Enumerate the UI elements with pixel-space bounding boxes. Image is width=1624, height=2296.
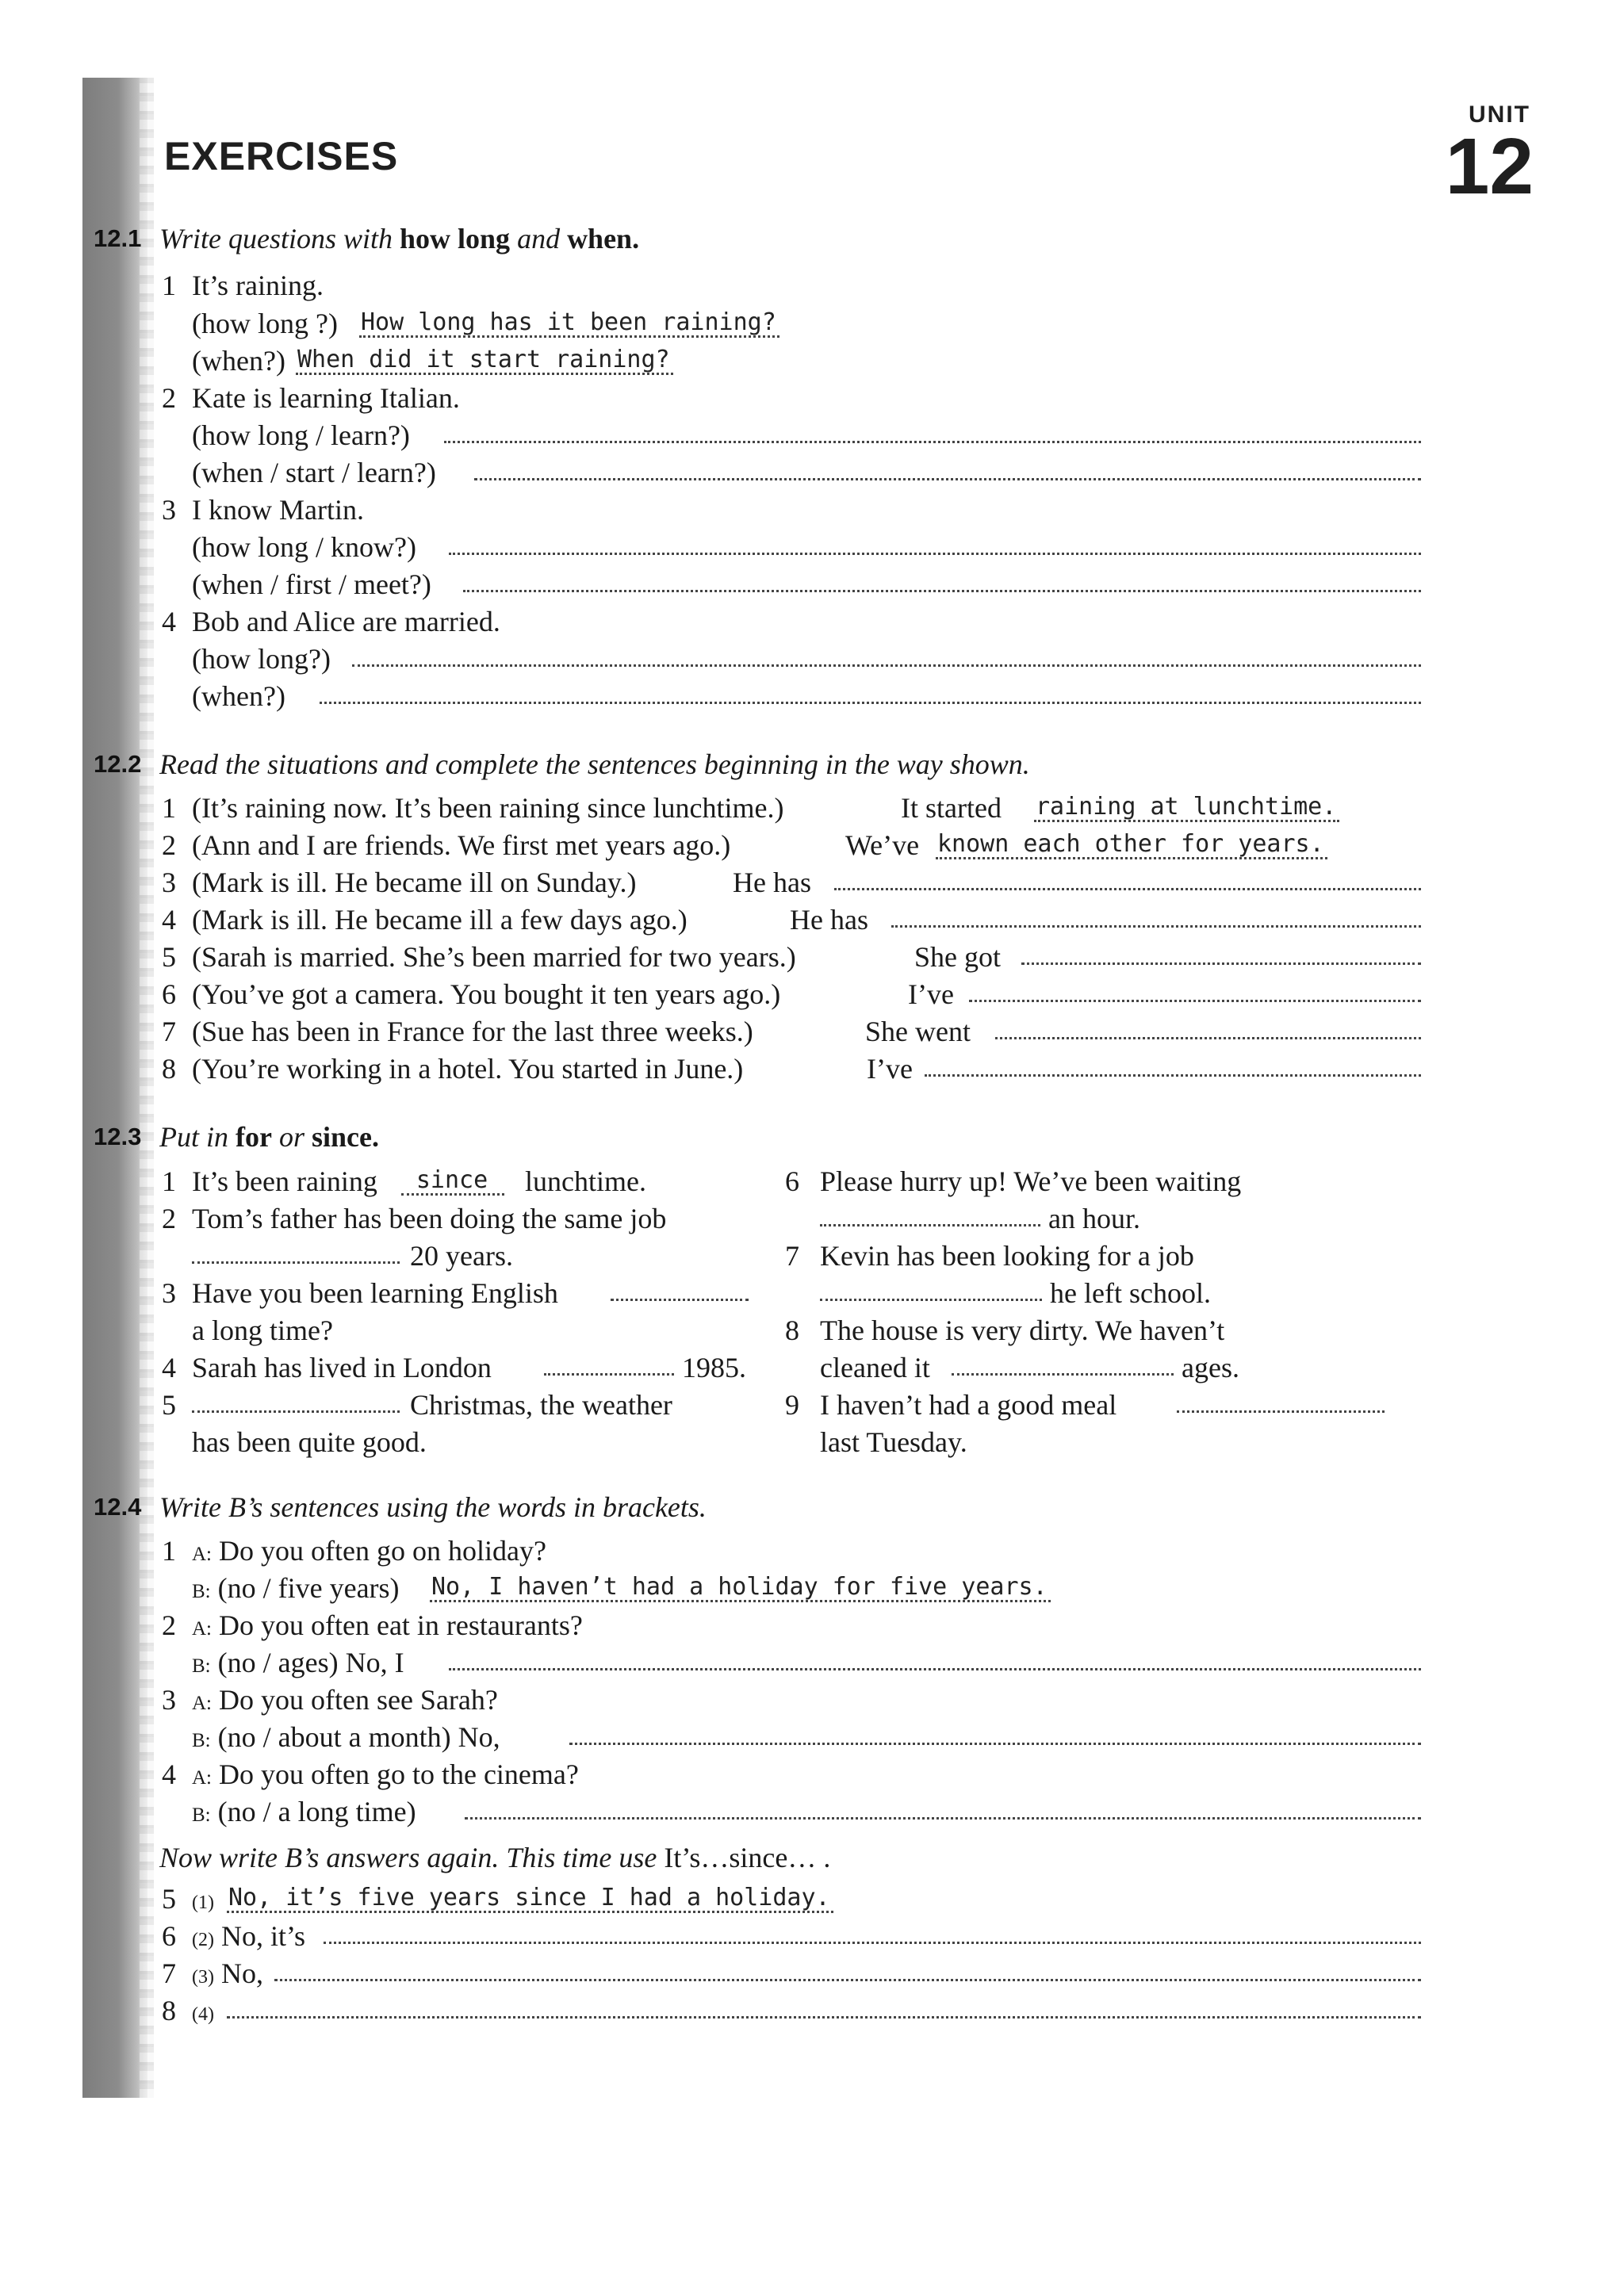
instr-keyword: for: [236, 1121, 272, 1153]
section-number-12-4: 12.4: [94, 1493, 142, 1521]
speaker-b-label: B:: [192, 1730, 211, 1751]
hint-text: (no / ages): [217, 1647, 339, 1678]
dialogue-line-a: [162, 1610, 583, 1642]
sentence-start: She got: [914, 941, 1002, 973]
speaker-b-label: B:: [192, 1804, 211, 1826]
item-number: 6: [785, 1165, 799, 1197]
answer-line: [162, 1884, 214, 1915]
answer-start: No, it’s: [220, 1920, 305, 1952]
speaker-a-label: A:: [192, 1693, 212, 1714]
item-number: 6: [162, 1920, 176, 1952]
section-instruction-12-3: [159, 1120, 379, 1154]
prompt-label: (when?): [192, 680, 285, 712]
speaker-a-label: A:: [192, 1544, 212, 1565]
answer-line: [162, 1958, 263, 1990]
sentence-text: I haven’t had a good meal: [820, 1389, 1117, 1421]
question-text: Do you often see Sarah?: [219, 1684, 498, 1716]
sentence-text: It’s been raining: [192, 1165, 377, 1197]
margin-stripe: [82, 78, 147, 2098]
answer-start: No,: [458, 1721, 500, 1753]
answer-blank[interactable]: [449, 1663, 1421, 1670]
unit-label: UNIT: [1469, 101, 1530, 128]
situation-text: (You’ve got a camera. You bought it ten years ago.): [192, 978, 781, 1010]
answer-blank[interactable]: [320, 697, 1421, 704]
item-number: 4: [162, 904, 176, 936]
answer-blank[interactable]: [444, 436, 1421, 443]
dialogue-line-b: [192, 1797, 416, 1828]
answer-blank[interactable]: [569, 1738, 1421, 1745]
instr-part: or: [278, 1121, 304, 1153]
prompt-label: (when / first / meet?): [192, 568, 431, 600]
item-number: 4: [162, 1352, 176, 1383]
instr-keyword: when.: [567, 223, 640, 254]
question-text: Do you often eat in restaurants?: [219, 1609, 583, 1641]
question-text: Do you often go on holiday?: [219, 1535, 546, 1567]
exercise-sentence: [162, 830, 730, 862]
instr-part: Write questions with: [159, 223, 393, 254]
answer-blank[interactable]: [995, 1032, 1421, 1039]
sentence-text: 1985.: [682, 1352, 746, 1383]
sentence-text: The house is very dirty. We haven’t: [820, 1314, 1225, 1346]
sentence-start: It started: [901, 792, 1002, 824]
prompt-label: (how long / know?): [192, 531, 416, 563]
dialogue-line-a: [162, 1759, 579, 1791]
situation-text: (It’s raining now. It’s been raining since lunchtime.): [192, 792, 784, 824]
speaker-a-label: A:: [192, 1618, 212, 1640]
dialogue-line-a: [162, 1685, 498, 1716]
exercise-sentence: [785, 1241, 1194, 1272]
sentence-text: Tom’s father has been doing the same job: [192, 1203, 667, 1234]
sentence-text: Kevin has been looking for a job: [820, 1240, 1194, 1272]
sentence-start: He has: [733, 867, 811, 898]
sentence-text: Have you been learning English: [192, 1277, 558, 1309]
statement-text: Bob and Alice are married.: [192, 606, 500, 637]
answer-start: No, I: [345, 1647, 404, 1678]
sentence-start: I’ve: [908, 978, 954, 1010]
instr-keyword: since.: [311, 1121, 379, 1153]
sentence-text: he left school.: [1050, 1277, 1211, 1309]
sentence-start: I’ve: [867, 1053, 913, 1085]
sentence-start: He has: [790, 904, 868, 936]
sentence-text: 20 years.: [410, 1240, 513, 1272]
dialogue-line-b: [192, 1722, 500, 1754]
item-number: 3: [162, 1684, 176, 1716]
statement-text: It’s raining.: [192, 270, 324, 301]
item-number: 5: [162, 941, 176, 973]
exercise-sentence: [162, 1203, 666, 1235]
item-number: 2: [162, 1203, 176, 1234]
answer-example: When did it start raining?: [296, 347, 673, 375]
exercise-sentence: [785, 1166, 1241, 1198]
section-instruction-12-4: Write B’s sentences using the words in brackets.: [159, 1491, 707, 1523]
exercise-statement: [162, 383, 460, 415]
item-number: 1: [162, 1165, 176, 1197]
exercise-sentence: [162, 905, 688, 936]
section-number-12-2: 12.2: [94, 750, 142, 778]
answer-example: No, I haven’t had a holiday for five years.: [430, 1575, 1051, 1602]
reference-number: (3): [192, 1967, 214, 1988]
item-number: 1: [162, 792, 176, 824]
exercise-sentence: [162, 1054, 743, 1085]
answer-example: known each other for years.: [936, 832, 1327, 859]
margin-stripe-edge: [140, 78, 154, 2098]
answer-blank[interactable]: [274, 1974, 1421, 1981]
answer-blank[interactable]: [1177, 1406, 1385, 1413]
item-number: 1: [162, 1535, 176, 1567]
speaker-b-label: B:: [192, 1581, 211, 1602]
prompt-label: (how long / learn?): [192, 419, 410, 451]
reference-number: (1): [192, 1892, 214, 1913]
answer-blank[interactable]: [611, 1294, 749, 1301]
sentence-text: cleaned it: [820, 1352, 930, 1383]
item-number: 3: [162, 1277, 176, 1309]
answer-blank[interactable]: [324, 1937, 1421, 1944]
exercise-sentence: [162, 1016, 753, 1048]
situation-text: (Sarah is married. She’s been married for two years.): [192, 941, 796, 973]
dialogue-line-a: [162, 1536, 546, 1567]
section-instruction-12-2: Read the situations and complete the sentences beginning in the way shown.: [159, 748, 1030, 780]
speaker-b-label: B:: [192, 1655, 211, 1677]
speaker-a-label: A:: [192, 1767, 212, 1789]
item-number: 5: [162, 1883, 176, 1915]
answer-line: [162, 1921, 305, 1953]
sentence-start: We’ve: [845, 829, 920, 861]
item-number: 4: [162, 1758, 176, 1790]
unit-number: 12: [1445, 122, 1534, 211]
item-number: 4: [162, 606, 176, 637]
item-number: 5: [162, 1389, 176, 1421]
sentence-text: has been quite good.: [192, 1426, 427, 1458]
item-number: 2: [162, 829, 176, 861]
sentence-text: last Tuesday.: [820, 1426, 967, 1458]
situation-text: (You’re working in a hotel. You started in June.): [192, 1053, 744, 1085]
exercise-sentence: [162, 979, 780, 1011]
answer-blank[interactable]: [891, 920, 1421, 928]
instr-part: Now write B’s answers again. This time use: [159, 1842, 657, 1873]
hint-text: (no / five years): [217, 1572, 400, 1604]
sentence-text: Please hurry up! We’ve been waiting: [820, 1165, 1242, 1197]
dialogue-line-b: [192, 1647, 404, 1679]
situation-text: (Sue has been in France for the last three weeks.): [192, 1016, 753, 1047]
answer-line: [162, 1996, 214, 2027]
item-number: 2: [162, 382, 176, 414]
section-instruction-12-1: [159, 222, 639, 255]
exercise-statement: [162, 270, 324, 302]
answer-example: since: [401, 1168, 504, 1196]
statement-text: Kate is learning Italian.: [192, 382, 460, 414]
instr-part: and: [517, 223, 561, 254]
exercise-sentence: [162, 793, 783, 825]
instr-part: Put in: [159, 1121, 228, 1153]
situation-text: (Mark is ill. He became ill a few days ago.): [192, 904, 688, 936]
section-instruction-12-4-b: [159, 1841, 830, 1874]
answer-blank[interactable]: [820, 1219, 1040, 1226]
answer-blank[interactable]: [474, 473, 1421, 480]
item-number: 6: [162, 978, 176, 1010]
item-number: 2: [162, 1609, 176, 1641]
prompt-label: (when / start / learn?): [192, 457, 436, 488]
answer-blank[interactable]: [192, 1406, 400, 1413]
answer-blank[interactable]: [449, 548, 1421, 555]
exercise-sentence: [162, 1278, 558, 1310]
answer-blank[interactable]: [834, 883, 1421, 890]
prompt-label: (when?): [192, 345, 285, 377]
answer-blank[interactable]: [192, 1257, 400, 1264]
answer-example: How long has it been raining?: [359, 310, 779, 338]
answer-blank[interactable]: [463, 585, 1421, 592]
prompt-label: (how long ?): [192, 308, 338, 339]
answer-blank[interactable]: [925, 1070, 1421, 1077]
exercise-statement: [162, 607, 500, 638]
item-number: 8: [162, 1995, 176, 2026]
reference-number: (4): [192, 2004, 214, 2025]
section-number-12-1: 12.1: [94, 224, 142, 252]
statement-text: I know Martin.: [192, 494, 364, 526]
answer-blank[interactable]: [820, 1294, 1042, 1301]
exercise-sentence: [162, 1353, 492, 1384]
sentence-text: a long time?: [192, 1314, 333, 1346]
question-text: Do you often go to the cinema?: [219, 1758, 579, 1790]
answer-blank[interactable]: [465, 1812, 1421, 1820]
exercise-sentence: [162, 1390, 192, 1422]
instr-keyword: It’s…since… .: [664, 1842, 831, 1873]
exercise-sentence: [785, 1390, 1116, 1422]
answer-blank[interactable]: [1021, 958, 1421, 965]
item-number: 8: [785, 1314, 799, 1346]
sentence-text: lunchtime.: [525, 1165, 646, 1197]
answer-start: No,: [220, 1957, 263, 1989]
exercise-sentence: [162, 867, 637, 899]
answer-blank[interactable]: [952, 1368, 1174, 1376]
item-number: 8: [162, 1053, 176, 1085]
answer-blank[interactable]: [544, 1368, 674, 1376]
page-title: EXERCISES: [164, 134, 399, 178]
exercise-sentence: [162, 1166, 377, 1198]
dialogue-line-b: [192, 1573, 400, 1605]
item-number: 7: [785, 1240, 799, 1272]
section-number-12-3: 12.3: [94, 1123, 142, 1150]
item-number: 9: [785, 1389, 799, 1421]
sentence-start: She went: [865, 1016, 971, 1047]
sentence-text: an hour.: [1048, 1203, 1140, 1234]
item-number: 3: [162, 494, 176, 526]
sentence-text: Sarah has lived in London: [192, 1352, 492, 1383]
answer-example: No, it’s five years since I had a holiday.: [227, 1885, 833, 1913]
prompt-label: (how long?): [192, 643, 331, 675]
reference-number: (2): [192, 1930, 214, 1950]
answer-blank[interactable]: [227, 2011, 1421, 2019]
item-number: 7: [162, 1957, 176, 1989]
answer-blank[interactable]: [352, 660, 1421, 667]
exercise-sentence: [785, 1315, 1224, 1347]
situation-text: (Mark is ill. He became ill on Sunday.): [192, 867, 637, 898]
instr-keyword: how long: [400, 223, 511, 254]
item-number: 3: [162, 867, 176, 898]
item-number: 7: [162, 1016, 176, 1047]
hint-text: (no / a long time): [217, 1796, 416, 1827]
answer-example: raining at lunchtime.: [1034, 794, 1339, 822]
sentence-text: Christmas, the weather: [410, 1389, 672, 1421]
situation-text: (Ann and I are friends. We first met years ago.): [192, 829, 731, 861]
sentence-text: ages.: [1182, 1352, 1239, 1383]
hint-text: (no / about a month): [217, 1721, 451, 1753]
answer-blank[interactable]: [969, 995, 1421, 1002]
exercise-sentence: [162, 942, 796, 974]
exercise-statement: [162, 495, 364, 526]
item-number: 1: [162, 270, 176, 301]
